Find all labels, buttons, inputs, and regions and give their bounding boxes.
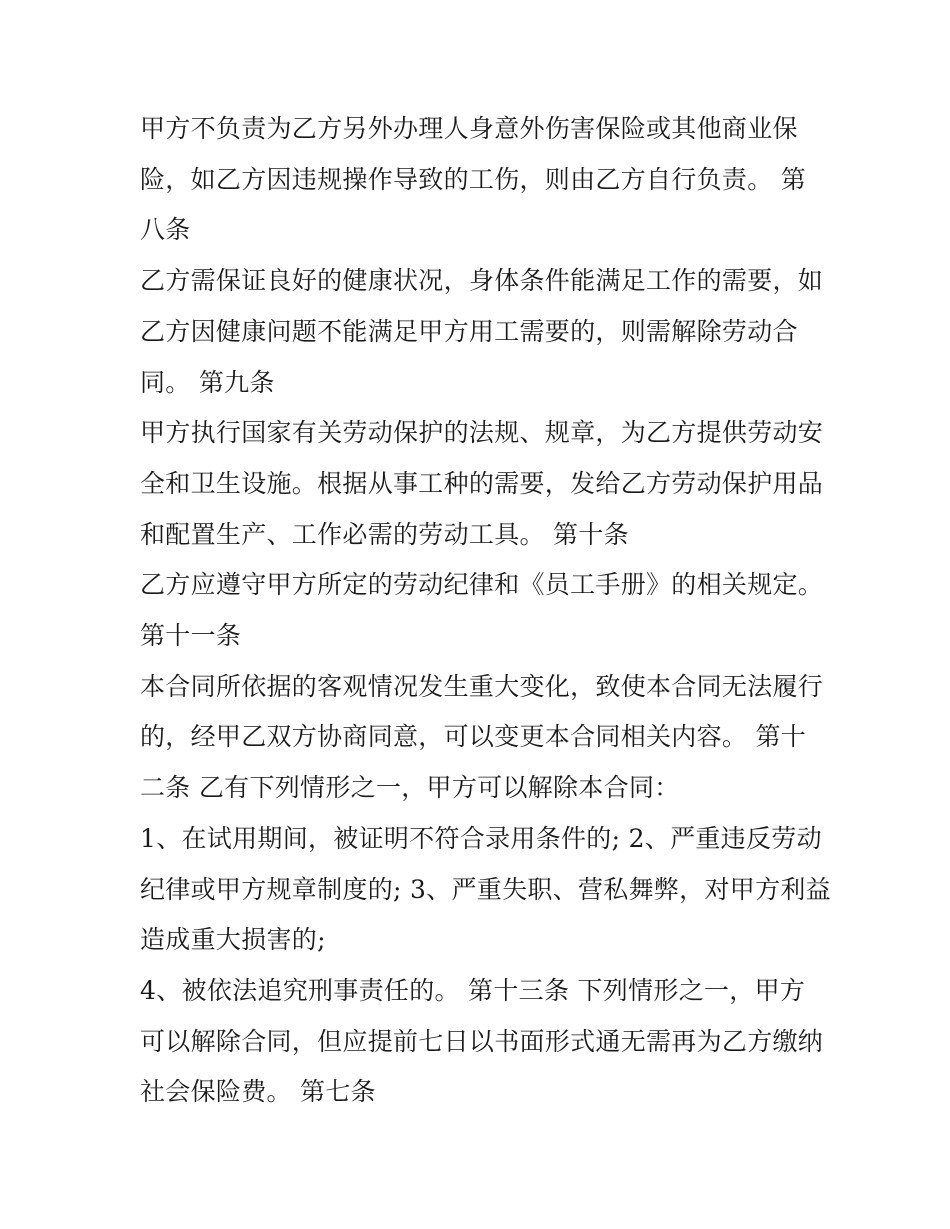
text-line: 全和卫生设施。根据从事工种的需要，发给乙方劳动保护用品 (140, 468, 824, 498)
text-line: 可以解除合同，但应提前七日以书面形式通无需再为乙方缴纳 (140, 1026, 824, 1056)
text-line: 造成重大损害的; (140, 925, 326, 955)
text-line: 4、被依法追究刑事责任的。 第十三条 下列情形之一，甲方 (140, 975, 806, 1005)
document-body (140, 104, 830, 1118)
text-line: 的，经甲乙双方协商同意，可以变更本合同相关内容。 第十 (140, 722, 807, 752)
text-line: 纪律或甲方规章制度的; 3、严重失职、营私舞弊，对甲方利益 (140, 874, 831, 904)
text-line: 甲方不负责为乙方另外办理人身意外伤害保险或其他商业保 (140, 114, 798, 143)
text-line: 社会保险费。 第七条 (140, 1077, 376, 1107)
text-line: 乙方需保证良好的健康状况，身体条件能满足工作的需要，如 (140, 266, 824, 296)
text-line: 乙方因健康问题不能满足甲方用工需要的，则需解除劳动合 (140, 316, 798, 346)
text-line: 本合同所依据的客观情况发生重大变化，致使本合同无法履行 (140, 671, 824, 701)
text-line: 1、在试用期间，被证明不符合录用条件的; 2、严重违反劳动 (140, 823, 822, 853)
text-line: 二条 乙有下列情形之一，甲方可以解除本合同： (140, 773, 680, 803)
text-line: 乙方应遵守甲方所定的劳动纪律和《员工手册》的相关规定。 (140, 570, 824, 600)
text-line: 和配置生产、工作必需的劳动工具。 第十条 (140, 519, 629, 549)
text-line: 险，如乙方因违规操作导致的工伤，则由乙方自行负责。 第 (140, 164, 807, 194)
text-line: 甲方执行国家有关劳动保护的法规、规章，为乙方提供劳动安 (140, 418, 824, 448)
text-line: 同。 第九条 (140, 367, 275, 397)
text-line: 八条 (140, 215, 191, 245)
text-line: 第十一条 (140, 621, 242, 651)
